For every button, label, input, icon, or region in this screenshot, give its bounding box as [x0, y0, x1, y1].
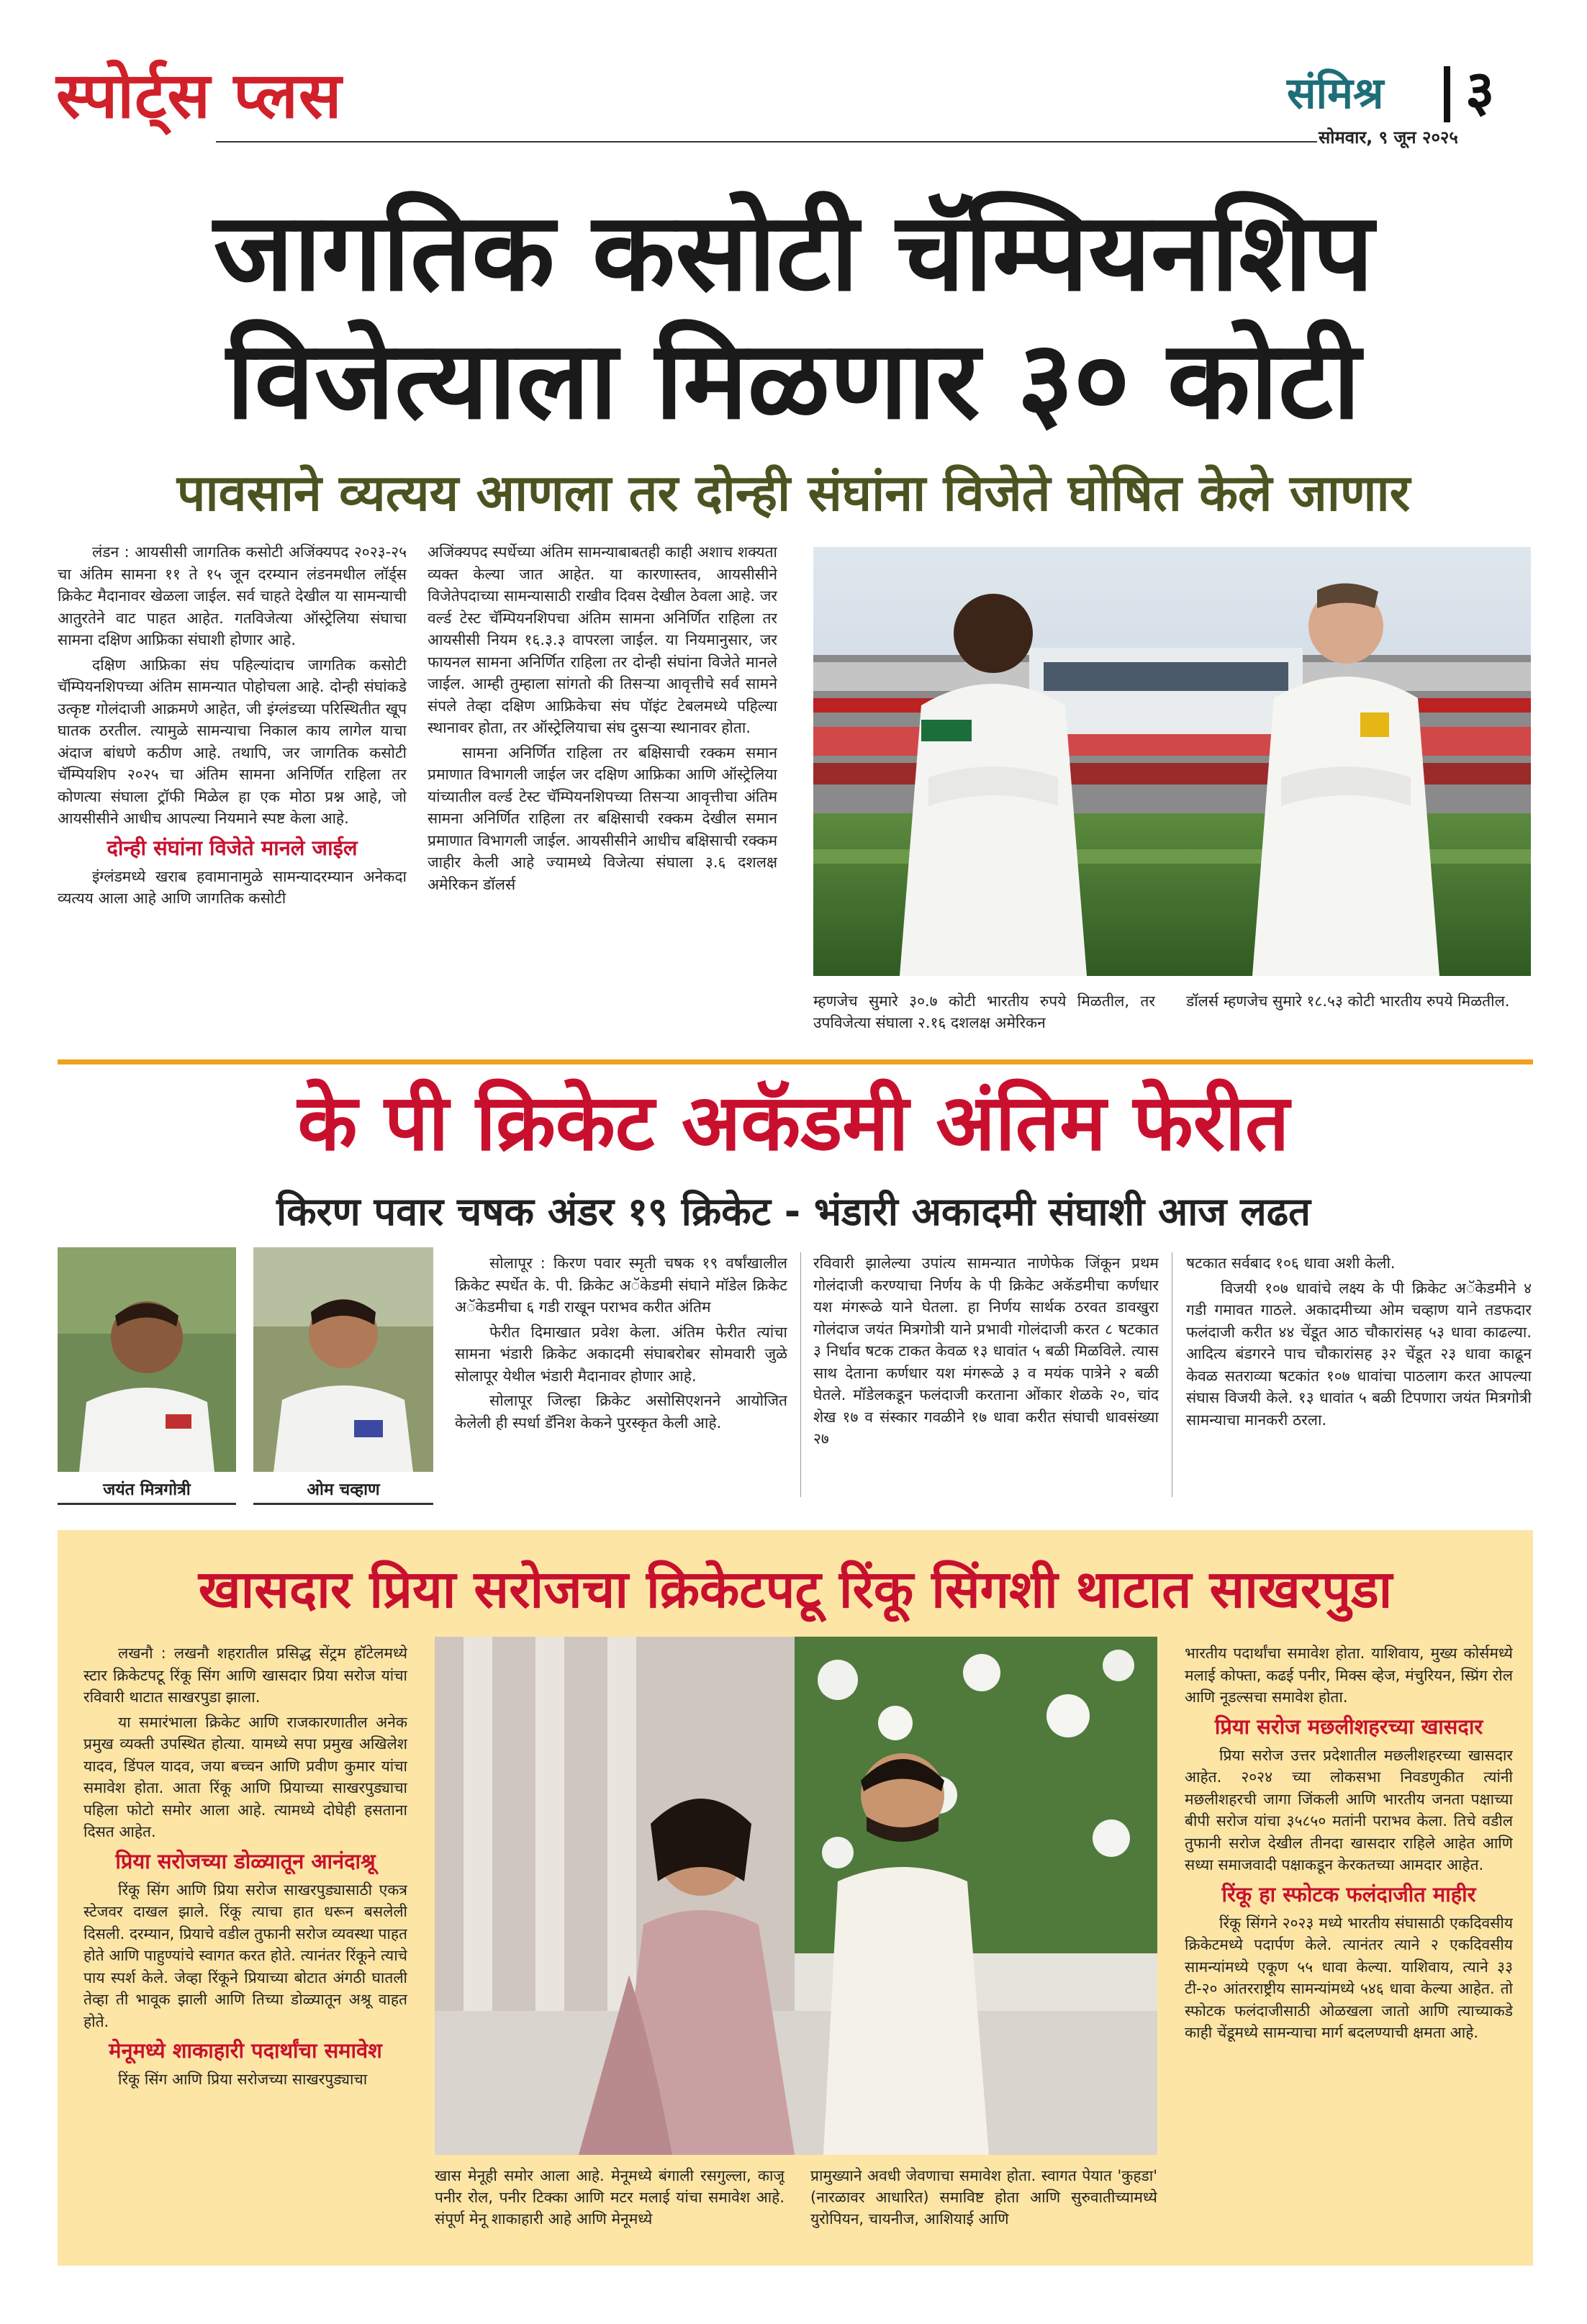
- story1-col1-para2: दक्षिण आफ्रिका संघ पहिल्यांदाच जागतिक कसोटी चॅम्पियनशिपच्या अंतिम सामन्यात पोहोचला आहे. दोन्ही संघांकडे उत्कृष्ट गोलंदाजी आक्रमणे आहेत, जी इंग्लंडच्या परिस्थितीत खूप घातक ठरतील. त्यामुळे सामन्याचा निकाल काय लागेल याचा अंदाज बांधणे कठीण आहे. तथापि, जर जागतिक कसोटी चॅम्पियशिप २०२५ चा अंतिम सामना अनिर्णित राहिला तर कोणत्या संघाला ट्रॉफी मिळेल हा एक मोठा प्रश्न आहे, जो आयसीसीने आधीच आपल्या नियमाने स्पष्ट केला आहे.: [58, 656, 407, 827]
- story1-col2-para1: अजिंक्यपद स्पर्धेच्या अंतिम सामन्याबाबतही काही अशाच शक्यता व्यक्त केल्या जात आहेत. या कारणास्तव, आयसीसीने विजेतेपदाच्या सामन्यासाठी राखीव दिवस देखील ठेवला आहे. जर वर्ल्ड टेस्ट चॅम्पियनशिपचा अंतिम सामना अनिर्णित राहिला तर आयसीसी नियम १६.३.३ वापरला जाईल. या नियमानुसार, जर फायनल सामना अनिर्णित राहिला तर दोन्ही संघांना विजेते मानले जाईल. आम्ही तुम्हाला सांगतो की तिसऱ्या आवृत्तीचे सर्व सामने संपले तेव्हा दक्षिण आफ्रिकेचा संघ पॉइंट टेबलमध्ये पहिल्या स्थानावर होता, तर ऑस्ट्रेलियाचा संघ दुसऱ्या स्थानावर होता.: [428, 543, 777, 736]
- issue-date: सोमवार, ९ जून २०२५: [1319, 127, 1458, 148]
- story3-column-1: [83, 1642, 407, 2254]
- story2-col3-para2: विजयी १०७ धावांचे लक्ष्य के पी क्रिकेट अॅकेडमीने ४ गडी गमावत गाठले. अकादमीच्या ओम चव्हाण याने तडफदार फलंदाजी करीत ४४ चेंडूत आठ चौकारांसह ५३ धावा काढल्या. आदित्य बंडगरने पाच चौकारांसह ३२ चेंडूत २३ धावा काढून केवळ सतराव्या षटकांत १०७ धावांचा पाठलाग करत आपल्या संघास विजयी केले. १३ धावांत ५ बळी टिपणारा जयंत मित्रगोत्री सामन्याचा मानकरी ठरला.: [1186, 1279, 1532, 1429]
- story1-headline-line1: जागतिक कसोटी चॅम्पियनशिप: [213, 190, 1374, 315]
- story3-col3-subhead2: रिंकू हा स्फोटक फलंदाजीत माहीर: [1221, 1881, 1476, 1907]
- story2-col1-para3: सोलापूर जिल्हा क्रिकेट असोसिएशनने आयोजित केलेली ही स्पर्धा डॅनिश केकने पुरस्कृत केली आहे.: [455, 1392, 787, 1432]
- story3-col1-para2: या समारंभाला क्रिकेट आणि राजकारणातील अनेक प्रमुख व्यक्ती उपस्थित होत्या. यामध्ये सपा प्रमुख अखिलेश यादव, डिंपल यादव, जया बच्चन आणि प्रवीण कुमार यांचा समावेश होता. आता रिंकू आणि प्रियाच्या साखरपुड्याचा पहिला फोटो समोर आला आहे. त्यामध्ये दोघेही हसताना दिसत आहेत.: [83, 1713, 407, 1840]
- masthead: [0, 0, 1587, 155]
- story3-col1-subhead2: मेनूमध्ये शाकाहारी पदार्थांचा समावेश: [109, 2038, 382, 2063]
- story3-caption-left: खास मेनूही समोर आला आहे. मेनूमध्ये बंगाली रसगुल्ला, काजू पनीर रोल, पनीर टिक्का आणि मटर मलाई यांचा समावेश आहे. संपूर्ण मेनू शाकाहारी आहे आणि मेनूमध्ये: [435, 2167, 785, 2228]
- player-caption-om: ओम चव्हाण: [253, 1477, 433, 1505]
- story1-caption-left: म्हणजेच सुमारे ३०.७ कोटी भारतीय रुपये मिळतील, तर उपविजेत्या संघाला २.१६ दशलक्ष अमेरिकन: [813, 993, 1155, 1031]
- section-name: संमिश्र: [1287, 68, 1384, 119]
- engagement-photo-illustration: [435, 1637, 1157, 2155]
- story3-col1-para3: रिंकू सिंग आणि प्रिया सरोज साखरपुड्यासाठी एकत्र स्टेजवर दाखल झाले. रिंकू त्याचा हात धरून बसलेली दिसली. दरम्यान, प्रियाचे वडील तुफानी सरोज व्यवस्था पाहत होते आणि पाहुण्यांचे स्वागत करत होते. त्यानंतर रिंकूने त्याचे पाय स्पर्श केले. जेव्हा रिंकूने प्रियाच्या बोटात अंगठी घातली तेव्हा ती भावूक झाली आणि तिच्या डोळ्यातून अश्रू वाहत होते.: [83, 1881, 407, 2030]
- story1-column-1: [58, 541, 407, 1045]
- player-photo-om-illustration: [253, 1247, 433, 1472]
- story1-subheadline: पावसाने व्यत्यय आणला तर दोन्ही संघांना विजेते घोषित केले जाणार: [176, 464, 1411, 523]
- player-photo-om: [253, 1247, 433, 1472]
- story2-column-divider-1: [800, 1252, 801, 1497]
- story2-col1-para2: फेरीत दिमाखात प्रवेश केला. अंतिम फेरीत त्यांचा सामना भंडारी क्रिकेट अकादमी संघाबरोबर सोमवारी जुळे सोलापूर येथील भंडारी मैदानावर होणार आहे.: [455, 1323, 787, 1385]
- story3-caption-right: प्रामुख्याने अवधी जेवणाचा समावेश होता. स्वागत पेयात 'कुहडा' (नारळावर आधारित) समाविष्ट होता आणि सुरुवातीच्यामध्ये युरोपियन, चायनीज, आशियाई आणि: [810, 2167, 1157, 2228]
- cricket-captains-photo: [813, 547, 1531, 976]
- story1-col1-para1: लंडन : आयसीसी जागतिक कसोटी अजिंक्यपद २०२३-२५ चा अंतिम सामना ११ ते १५ जून दरम्यान लंडनमधील लॉर्ड्स क्रिकेट मैदानावर खेळला जाईल. सर्व चाहते देखील या सामन्याची आतुरतेने वाट पाहत आहेत. गतविजेत्या ऑस्ट्रेलिया संघाचा सामना दक्षिण आफ्रिका संघाशी होणार आहे.: [58, 543, 407, 648]
- story3-col3-para1: भारतीय पदार्थांचा समावेश होता. याशिवाय, मुख्य कोर्समध्ये मलाई कोफ्ता, कढई पनीर, मिक्स व्हेज, मंचुरियन, स्प्रिंग रोल आणि नूडल्सचा समावेश होता.: [1185, 1645, 1513, 1706]
- story1-headline: [43, 189, 1544, 445]
- page-number: ३: [1465, 58, 1495, 124]
- story1-col1-para3: इंग्लंडमध्ये खराब हवामानामुळे सामन्यादरम्यान अनेकदा व्यत्यय आला आहे आणि जागतिक कसोटी: [58, 867, 407, 907]
- story3-col1-para4: रिंकू सिंग आणि प्रिया सरोजच्या साखरपुड्याचा: [118, 2071, 368, 2088]
- story3-col3-subhead1: प्रिया सरोज मछलीशहरच्या खासदार: [1214, 1714, 1483, 1739]
- cricket-photo-illustration: [813, 547, 1531, 976]
- player-photo-jayant-illustration: [58, 1247, 236, 1472]
- story1-col2-para2: सामना अनिर्णित राहिला तर बक्षिसाची रक्कम समान प्रमाणात विभागली जाईल जर दक्षिण आफ्रिका आणि ऑस्ट्रेलिया यांच्यातील वर्ल्ड टेस्ट चॅम्पियनशिपच्या तिसऱ्या आवृत्तीचा अंतिम सामना अनिर्णित राहिला तर बक्षिसाची रक्कम देखील समान प्रमाणात विभागली जाईल. आयसीसीने आधीच बक्षिसाची रक्कम जाहीर केली आहे ज्यामध्ये विजेत्या संघाला ३.६ दशलक्ष अमेरिकन डॉलर्स: [428, 743, 777, 893]
- story1-headline-line2: विजेत्याला मिळणार ३० कोटी: [226, 318, 1361, 443]
- player-photo-jayant: [58, 1247, 236, 1472]
- section-divider-rule: [58, 1059, 1533, 1064]
- story2-col2-para1: रविवारी झालेल्या उपांत्य सामन्यात नाणेफेक जिंकून प्रथम गोलंदाजी करण्याचा निर्णय के पी क्रिकेट अकॅडमीचा कर्णधार यश मंगरूळे याने घेतला. हा निर्णय सार्थक ठरवत डावखुरा गोलंदाज जयंत मित्रगोत्री याने प्रभावी गोलंदाजी करत ८ षटकात ३ निर्धाव षटक टाकत केवळ १३ धावांत ५ बळी मिळविले. त्यास साथ देताना कर्णधार यश मंगरूळे ३ व मयंक पात्रेने २ बळी घेतले. मॉडेलकडून फलंदाजी करताना ओंकार शेळके २०, चांद शेख १७ व संस्कार गवळीने १७ धावा करीत संघाची धावसंख्या २७: [813, 1254, 1159, 1447]
- story2-col1-para1: सोलापूर : किरण पवार स्मृती चषक १९ वर्षांखालील क्रिकेट स्पर्धेत के. पी. क्रिकेट अॅकेडमी संघाने मॉडेल क्रिकेट अॅकेडमीचा ६ गडी राखून पराभव करीत अंतिम: [455, 1254, 787, 1316]
- story3-headline: खासदार प्रिया सरोजचा क्रिकेटपटू रिंकू सिंगशी थाटात साखरपुडा: [198, 1559, 1393, 1619]
- story1-column-2: [428, 541, 777, 1045]
- story2-column-2: [813, 1252, 1159, 1511]
- story2-subheadline: किरण पवार चषक अंडर १९ क्रिकेट - भंडारी अकादमी संघाशी आज लढत: [276, 1189, 1311, 1234]
- story3-col3-para3: रिंकू सिंगने २०२३ मध्ये भारतीय संघासाठी एकदिवसीय क्रिकेटमध्ये पदार्पण केले. त्यानंतर त्याने २ एकदिवसीय सामन्यांमध्ये एकूण ५५ धावा केल्या. याशिवाय, त्याने ३३ टी-२० आंतरराष्ट्रीय सामन्यांमध्ये ५४६ धावा केल्या आहेत. तो स्फोटक फलंदाजीसाठी ओळखला जातो आणि त्याच्याकडे काही चेंडूमध्ये सामन्याचा मार्ग बदलण्याची क्षमता आहे.: [1185, 1914, 1513, 2041]
- story3-col1-para1: लखनौ : लखनौ शहरातील प्रसिद्ध सेंट्रम हॉटेलमध्ये स्टार क्रिकेटपटू रिंकू सिंग आणि खासदार प्रिया सरोज यांचा रविवारी थाटात साखरपुडा झाला.: [83, 1645, 407, 1706]
- story2-column-3: [1186, 1252, 1532, 1511]
- story3-col3-para2: प्रिया सरोज उत्तर प्रदेशातील मछलीशहरच्या खासदार आहेत. २०२४ च्या लोकसभा निवडणुकीत त्यांनी मछलीशहरची जागा जिंकली आणि भारतीय जनता पक्षाच्या बीपी सरोज यांचा ३५८५० मतांनी पराभव केला. तिचे वडील तुफानी सरोज देखील तीनदा खासदार राहिले आहेत आणि सध्या समाजवादी पक्षाकडून केरकतच्या आमदार आहेत.: [1185, 1746, 1513, 1873]
- story1-col1-subhead: दोन्ही संघांना विजेते मानले जाईल: [107, 835, 358, 860]
- engagement-photo: [435, 1637, 1157, 2155]
- section-divider: [1444, 66, 1450, 122]
- story2-headline: के पी क्रिकेट अकॅडमी अंतिम फेरीत: [297, 1078, 1290, 1168]
- story2-col3-para1: षटकात सर्वबाद १०६ धावा अशी केली.: [1186, 1254, 1396, 1272]
- masthead-rule: [216, 141, 1317, 143]
- brand-logo: स्पोर्ट्स प्लस: [56, 58, 343, 132]
- story3-column-3: [1185, 1642, 1513, 2254]
- story1-caption-right: डॉलर्स म्हणजेच सुमारे १८.५३ कोटी भारतीय रुपये मिळतील.: [1186, 993, 1510, 1010]
- player-caption-jayant: जयंत मित्रगोत्री: [58, 1477, 236, 1505]
- story3-col1-subhead1: प्रिया सरोजच्या डोळ्यातून आनंदाश्रू: [115, 1848, 376, 1873]
- story2-column-1: [455, 1252, 787, 1511]
